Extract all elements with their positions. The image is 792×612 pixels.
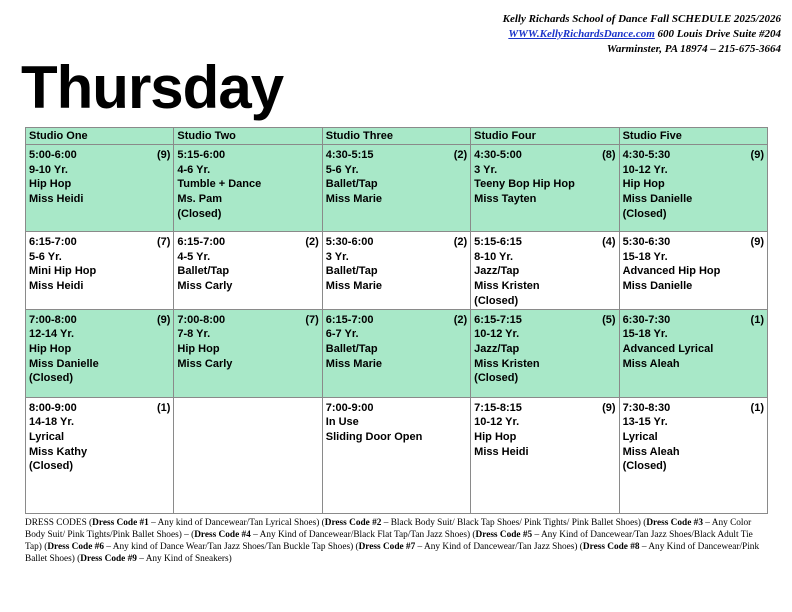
class-time: 6:15-7:00 [29, 236, 77, 248]
dress-code-number: (4) [602, 236, 616, 248]
class-cell [619, 145, 767, 232]
class-detail: Miss Kristen [474, 357, 540, 370]
class-time-line [29, 235, 170, 250]
schedule-table [25, 127, 768, 514]
class-detail: (Closed) [29, 460, 73, 473]
class-time-line [623, 148, 764, 163]
class-detail: Ballet/Tap [325, 342, 378, 355]
class-time-line [326, 148, 467, 163]
class-cell [174, 232, 322, 310]
class-detail: 4-6 Yr. [177, 163, 211, 176]
class-detail: Hip Hop [29, 178, 72, 191]
class-detail: (Closed) [622, 207, 667, 220]
dress-code-number: (9) [750, 149, 764, 161]
class-time: 5:30-6:30 [622, 236, 671, 248]
class-time: 5:30-6:00 [325, 236, 374, 248]
class-time: 5:15-6:15 [474, 236, 522, 248]
class-time-line [326, 235, 467, 250]
dress-code-number: (9) [156, 149, 171, 161]
class-time-line [623, 235, 764, 250]
class-detail: (Closed) [474, 294, 519, 307]
class-time: 8:00-9:00 [29, 401, 77, 414]
class-detail: Teeny Bop Hip Hop [474, 178, 575, 191]
studio-header: Studio Two [174, 128, 322, 145]
class-detail: Hip Hop [622, 178, 665, 191]
website-link[interactable]: WWW.KellyRichardsDance.com [508, 28, 655, 40]
class-detail: Miss Marie [325, 357, 383, 370]
class-detail: Ms. Pam [177, 193, 223, 206]
class-time-line [326, 401, 467, 416]
class-time: 4:30-5:00 [474, 149, 522, 161]
dress-code-label: Dress Code #3 [646, 518, 703, 528]
class-detail: 14-18 Yr. [29, 416, 75, 429]
dress-code-number: (2) [453, 149, 468, 161]
dress-code-description: – Any Color Body Suit/ Pink Tights/Pink Ballet Shoes) – ( [25, 518, 752, 540]
dress-codes [25, 517, 763, 565]
class-detail: Miss Danielle [622, 193, 693, 206]
class-time-line [29, 401, 170, 416]
schedule-row [26, 309, 768, 397]
class-cell [174, 145, 322, 232]
class-detail: 8-10 Yr. [474, 250, 514, 263]
class-cell [619, 309, 767, 397]
dress-code-description: – Any Kind of Sneakers) [136, 554, 232, 564]
class-time: 7:00-8:00 [29, 313, 77, 326]
class-time: 6:30-7:30 [622, 313, 671, 326]
class-detail: In Use [325, 416, 359, 429]
dress-code-label: Dress Code #2 [324, 518, 382, 528]
class-time: 4:30-5:15 [325, 149, 374, 161]
class-time: 7:15-8:15 [474, 401, 522, 414]
class-time: 4:30-5:30 [622, 149, 671, 161]
dress-code-description: – Any Kind of Dancewear/Tan Jazz Shoes) ( [415, 542, 583, 552]
class-detail: Hip Hop [177, 342, 220, 355]
class-detail: Jazz/Tap [474, 342, 520, 355]
class-detail: 5-6 Yr. [29, 250, 62, 263]
dress-code-label: Dress Code #4 [194, 530, 251, 540]
class-time-line [623, 313, 764, 328]
class-cell [322, 309, 470, 397]
class-detail: Hip Hop [29, 342, 72, 355]
studio-header: Studio One [26, 128, 174, 145]
class-detail: Hip Hop [474, 430, 517, 443]
class-detail: 15-18 Yr. [622, 328, 668, 341]
schedule-row [26, 397, 768, 513]
class-detail: Tumble + Dance [177, 178, 262, 191]
class-detail: Miss Danielle [622, 280, 693, 293]
class-detail: (Closed) [29, 372, 73, 385]
class-time: 7:30-8:30 [622, 401, 671, 414]
class-detail: 6-7 Yr. [325, 328, 359, 341]
class-detail: Miss Kathy [29, 445, 88, 458]
class-detail: 9-10 Yr. [29, 163, 68, 176]
dress-code-description: – Any Kind of Dancewear/Pink Ballet Shoes) ( [25, 542, 760, 564]
dress-code-number: (7) [156, 236, 171, 248]
class-detail: 4-5 Yr. [177, 250, 211, 263]
studio-header: Studio Three [322, 128, 470, 145]
class-detail: 15-18 Yr. [622, 250, 668, 263]
dress-code-number: (1) [156, 401, 171, 414]
class-detail: Sliding Door Open [325, 430, 423, 443]
class-cell [174, 397, 322, 513]
class-detail: Advanced Lyrical [622, 342, 714, 355]
dress-code-number: (2) [453, 236, 468, 248]
class-cell [322, 145, 470, 232]
class-detail: (Closed) [622, 460, 667, 473]
day-title: Thursday [21, 54, 284, 121]
dress-code-label: Dress Code #7 [358, 542, 416, 552]
class-cell [26, 309, 174, 397]
class-detail: 3 Yr. [325, 250, 349, 263]
studio-header-row [26, 128, 768, 145]
class-detail: (Closed) [474, 372, 519, 385]
dress-codes-intro: DRESS CODES ( [25, 518, 93, 528]
class-cell [471, 309, 619, 397]
dress-code-number: (1) [750, 313, 764, 326]
class-detail: Miss Aleah [622, 357, 680, 370]
studio-header: Studio Five [619, 128, 767, 145]
school-title: Kelly Richards School of Dance Fall SCHEDULE 2025/2026 [502, 13, 781, 25]
class-time-line [177, 148, 318, 163]
class-detail: Miss Heidi [29, 193, 84, 206]
class-time: 6:15-7:00 [177, 236, 226, 248]
class-cell [619, 397, 767, 513]
class-detail: Lyrical [622, 430, 658, 443]
class-time-line [177, 313, 318, 328]
dress-code-label: Dress Code #9 [80, 554, 137, 564]
dress-code-description: – Any Kind of Dancewear/Tan Jazz Shoes/Black Adult Tie Tap) ( [25, 530, 753, 552]
dress-code-description: – Any kind of Dancewear/Tan Lyrical Shoes) ( [148, 518, 325, 528]
class-detail: Miss Danielle [29, 357, 99, 370]
dress-code-description: – Any kind of Dance Wear/Tan Jazz Shoes/Tan Buckle Tap Shoes) ( [103, 542, 359, 552]
class-cell [322, 397, 470, 513]
school-header [503, 12, 781, 57]
class-detail: Miss Tayten [474, 193, 537, 206]
class-detail: 13-15 Yr. [622, 416, 668, 429]
class-time-line [474, 148, 615, 163]
class-detail: 5-6 Yr. [325, 163, 359, 176]
dress-code-number: (5) [602, 313, 616, 326]
class-detail: Jazz/Tap [474, 265, 520, 278]
class-detail: 10-12 Yr. [474, 328, 520, 341]
class-cell [471, 145, 619, 232]
class-detail: Miss Carly [177, 357, 233, 370]
class-time: 7:00-8:00 [177, 313, 226, 326]
class-cell [26, 397, 174, 513]
class-time-line [623, 401, 764, 416]
class-time: 7:00-9:00 [325, 401, 374, 414]
website-address-line [503, 27, 781, 42]
dress-code-number: (1) [750, 401, 764, 414]
dress-code-number: (9) [750, 236, 764, 248]
class-detail: Miss Heidi [474, 445, 529, 458]
class-cell [26, 232, 174, 310]
dress-code-number: (2) [453, 313, 468, 326]
class-detail: Miss Marie [325, 193, 383, 206]
class-cell [471, 232, 619, 310]
schedule-row [26, 232, 768, 310]
class-detail: (Closed) [177, 207, 222, 220]
class-detail: Ballet/Tap [325, 265, 378, 278]
class-time-line [326, 313, 467, 328]
class-time-line [474, 313, 615, 328]
class-detail: Miss Kristen [474, 280, 540, 293]
address-text: 600 Louis Drive Suite #204 [654, 28, 781, 40]
class-cell [322, 232, 470, 310]
class-time: 5:15-6:00 [177, 149, 226, 161]
dress-code-number: (2) [305, 236, 319, 248]
schedule-row [26, 145, 768, 232]
class-time-line [474, 235, 615, 250]
class-time: 6:15-7:15 [474, 313, 522, 326]
city-phone-line: Warminster, PA 18974 – 215-675-3664 [606, 43, 781, 55]
class-detail: Miss Aleah [622, 445, 680, 458]
class-detail: Lyrical [29, 430, 65, 443]
class-detail: Miss Carly [177, 280, 233, 293]
class-cell [26, 145, 174, 232]
class-detail: 12-14 Yr. [29, 328, 75, 341]
class-detail: 3 Yr. [474, 163, 498, 176]
class-detail: 10-12 Yr. [474, 416, 520, 429]
class-cell [471, 397, 619, 513]
dress-code-label: Dress Code #8 [582, 542, 640, 552]
class-time-line [29, 313, 170, 328]
dress-code-description: – Black Body Suit/ Black Tap Shoes/ Pink Tights/ Pink Ballet Shoes) ( [381, 518, 647, 528]
dress-code-description: – Any Kind of Dancewear/Black Flat Tap/Tan Jazz Shoes) ( [250, 530, 476, 540]
class-time-line [474, 401, 615, 416]
class-detail: Ballet/Tap [177, 265, 230, 278]
dress-code-label: Dress Code #6 [47, 542, 104, 552]
class-detail: Miss Heidi [29, 280, 84, 293]
class-detail: 7-8 Yr. [177, 328, 211, 341]
dress-code-number: (7) [305, 313, 319, 326]
class-time-line [177, 235, 318, 250]
class-cell [619, 232, 767, 310]
class-cell [174, 309, 322, 397]
class-time: 5:00-6:00 [29, 149, 77, 161]
schedule-body [26, 145, 768, 514]
class-time-line [29, 148, 170, 163]
dress-code-number: (9) [156, 313, 171, 326]
class-detail: Advanced Hip Hop [622, 265, 721, 278]
class-detail: Miss Marie [325, 280, 383, 293]
class-detail: Ballet/Tap [325, 178, 378, 191]
dress-code-label: Dress Code #5 [475, 530, 533, 540]
class-detail: 10-12 Yr. [622, 163, 668, 176]
dress-code-label: Dress Code #1 [92, 518, 149, 528]
dress-code-number: (9) [602, 401, 616, 414]
class-detail: Mini Hip Hop [29, 265, 97, 278]
class-time: 6:15-7:00 [325, 313, 374, 326]
studio-header: Studio Four [471, 128, 619, 145]
dress-code-number: (8) [602, 149, 616, 161]
